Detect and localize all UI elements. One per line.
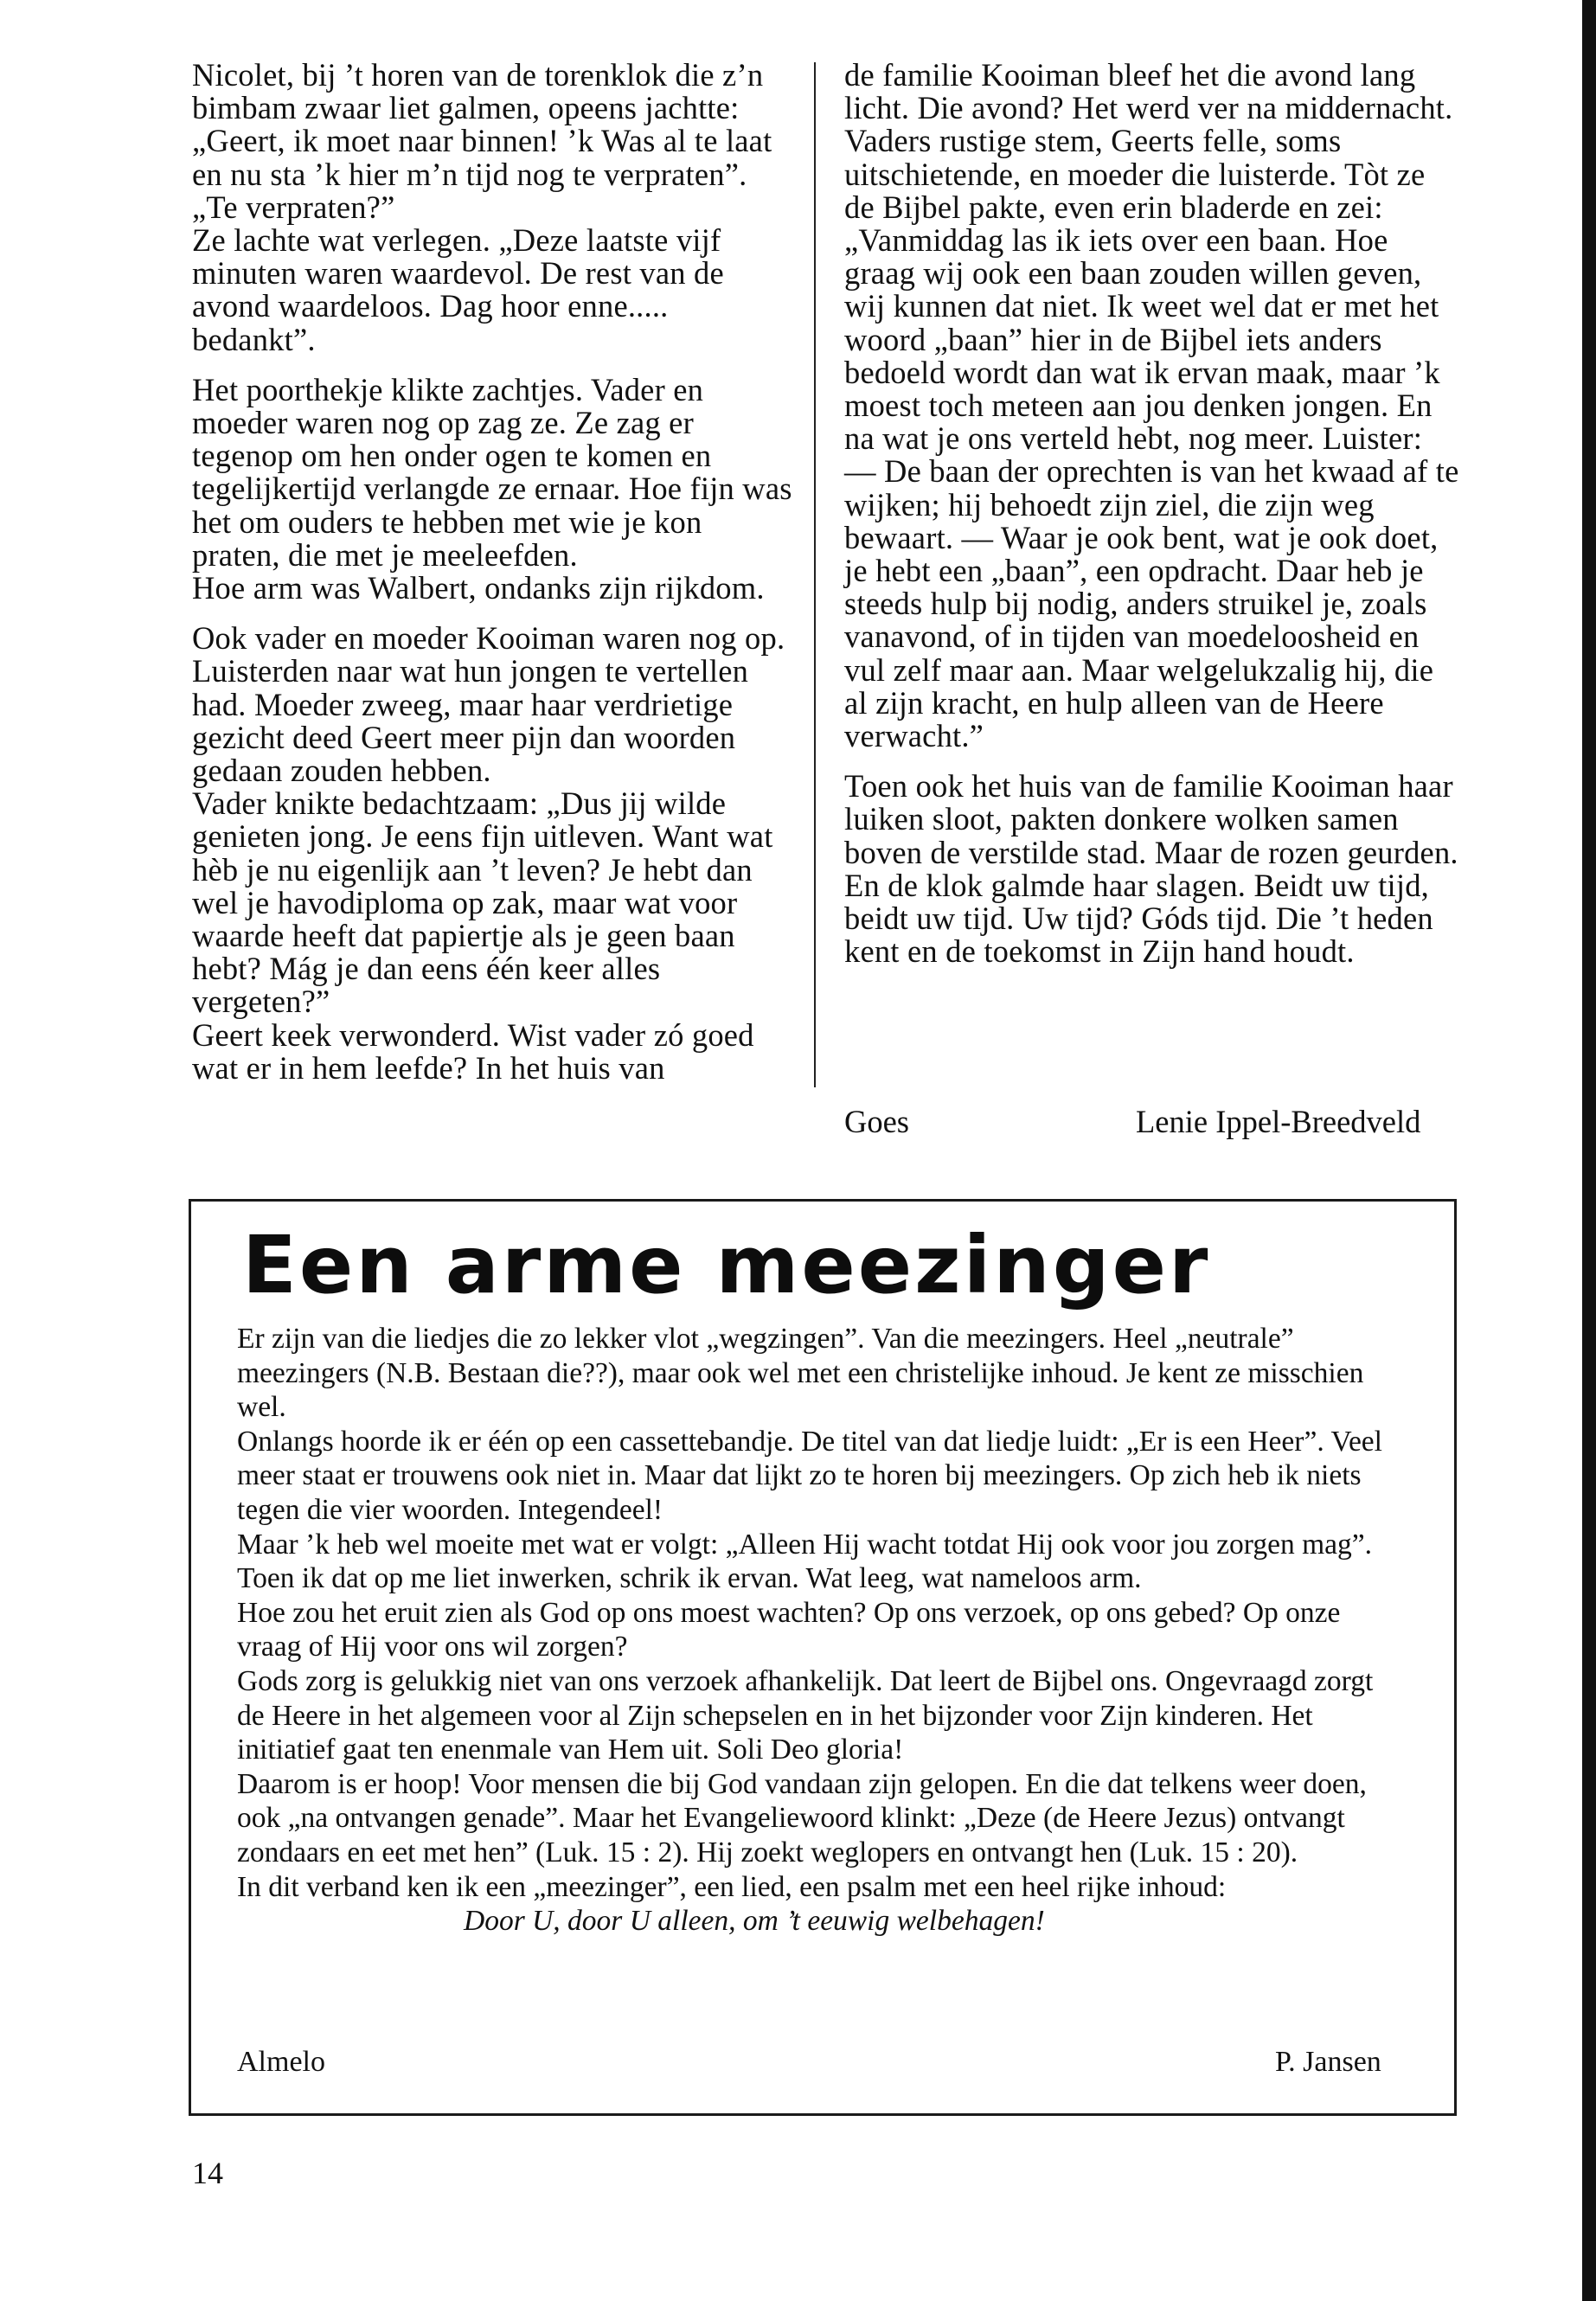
paragraph: Maar ’k heb wel moeite met wat er volgt: „Alleen Hij wacht totdat Hij ook voor jou zorgen mag”. Toen ik dat op me liet inwerken, schrik ik ervan. Wat leeg, wat nameloos arm. (237, 1528, 1373, 1595)
paragraph: Vaders rustige stem, Geerts felle, soms uitschietende, en moeder die luisterde. Tòt ze de Bijbel pakte, even erin bladerde en zei: „Vanmiddag las ik iets over een baan. Hoe graag wij ook een baan zouden willen geven, wij kunnen dat niet. Ik weet wel dat er met het woord „baan” hier in de Bijbel iets anders bedoeld wordt dan wat ik ervan maak, maar ’k moest toch meteen aan jou denken jongen. En na wat je ons verteld hebt, nog meer. Luister: — De baan der oprechten is van het kwaad af te wijken; hij behoedt zijn ziel, die zijn weg bewaart. — Waar je ook bent, wat je ook doet, je hebt een „baan”, een opdracht. Daar heb je steeds hulp bij nodig, anders struikel je, zoals vanavond, of in tijden van moedeloosheid en vul zelf maar aan. Maar welgelukzalig hij, die al zijn kracht, en hulp alleen van de Heere verwacht.” (844, 123, 1459, 754)
article-place: Goes (844, 1104, 910, 1139)
article-author: Lenie Ippel-Breedveld (1136, 1104, 1421, 1139)
psalm-quote: Door U, door U alleen, om ’t eeuwig welbehagen! (464, 1905, 1045, 1938)
paragraph: Er zijn van die liedjes die zo lekker vlot „wegzingen”. Van die meezingers. Heel „neutrale” meezingers (N.B. Bestaan die??), maar ook wel met een christelijke inhoud. Je kent ze misschien wel. (237, 1323, 1364, 1424)
page-number: 14 (192, 2156, 223, 2190)
boxed-article-place: Almelo (237, 2046, 325, 2078)
boxed-article-body (237, 1322, 1405, 1939)
paragraph: Nicolet, bij ’t horen van de torenklok die z’n bimbam zwaar liet galmen, opeens jachtte: „Geert, ik moet naar binnen! ’k Was al te laat en nu sta ’k hier m’n tijd nog te verpraten”. (192, 57, 772, 192)
paragraph: Geert keek verwonderd. Wist vader zó goed wat er in hem leefde? In het huis van (192, 1016, 754, 1086)
paragraph: Daarom is er hoop! Voor mensen die bij God vandaan zijn gelopen. En die dat telkens weer doen, ook „na ontvangen genade”. Maar het Evangeliewoord klinkt: „Deze (de Heere Jezus) ontvangt zondaars en eet met hen” (Luk. 15 : 2). Hij zoekt weglopers en ontvangt hen (Luk. 15 : 20). (237, 1767, 1367, 1868)
paragraph: Hoe zou het eruit zien als God op ons moest wachten? Op ons verzoek, op ons gebed? Op onze vraag of Hij voor ons wil zorgen? (237, 1596, 1341, 1663)
paragraph: Ze lachte wat verlegen. „Deze laatste vijf minuten waren waardevol. De rest van de avond waardeloos. Dag hoor enne..... bedankt”. (192, 222, 724, 357)
paragraph: de familie Kooiman bleef het die avond lang licht. Die avond? Het werd ver na middernacht. (844, 57, 1453, 126)
article-left-column (192, 59, 798, 1085)
column-divider (814, 62, 816, 1087)
paragraph: Toen ook het huis van de familie Kooiman haar luiken sloot, pakten donkere wolken samen boven de verstilde stad. Maar de rozen geurden. En de klok galmde haar slagen. Beidt uw tijd, beidt uw tijd. Uw tijd? Góds tijd. Die ’t heden kent en de toekomst in Zijn hand houdt. (844, 768, 1458, 970)
article-right-column (844, 59, 1460, 968)
boxed-article-title: Een arme meezinger (242, 1219, 1211, 1311)
scan-edge-bar (1582, 0, 1596, 2301)
paragraph: Hoe arm was Walbert, ondanks zijn rijkdom. (192, 570, 765, 606)
paragraph: „Te verpraten?” (192, 189, 395, 225)
paragraph: Gods zorg is gelukkig niet van ons verzoek afhankelijk. Dat leert de Bijbel ons. Ongevraagd zorgt de Heere in het algemeen voor al Zijn schepselen en in het bijzonder voor Zijn kinderen. Het initiatief gaat ten enenmale van Hem uit. Soli Deo gloria! (237, 1664, 1374, 1766)
boxed-article-author: P. Jansen (1275, 2046, 1381, 2078)
paragraph: In dit verband ken ik een „meezinger”, een lied, een psalm met een heel rijke inhoud: (237, 1870, 1227, 1903)
paragraph: Onlangs hoorde ik er één op een cassettebandje. De titel van dat liedje luidt: „Er is een Heer”. Veel meer staat er trouwens ook niet in. Maar dat lijkt zo te horen bij meezingers. Op zich heb ik niets tegen die vier woorden. Integendeel! (237, 1425, 1382, 1526)
paragraph: Ook vader en moeder Kooiman waren nog op. Luisterden naar wat hun jongen te vertellen had. Moeder zweeg, maar haar verdrietige gezicht deed Geert meer pijn dan woorden gedaan zouden hebben. (192, 620, 785, 789)
paragraph: Het poorthekje klikte zachtjes. Vader en moeder waren nog op zag ze. Ze zag er tegenop om hen onder ogen te komen en tegelijkertijd verlangde ze ernaar. Hoe fijn was het om ouders te hebben met wie je kon praten, die met je meeleefden. (192, 371, 792, 573)
paragraph: Vader knikte bedachtzaam: „Dus jij wilde genieten jong. Je eens fijn uitleven. Want wat hèb je nu eigenlijk aan ’t leven? Je hebt dan wel je havodiploma op zak, maar wat voor waarde heeft dat papiertje als je geen baan hebt? Mág je dan eens één keer alles vergeten?” (192, 785, 773, 1020)
